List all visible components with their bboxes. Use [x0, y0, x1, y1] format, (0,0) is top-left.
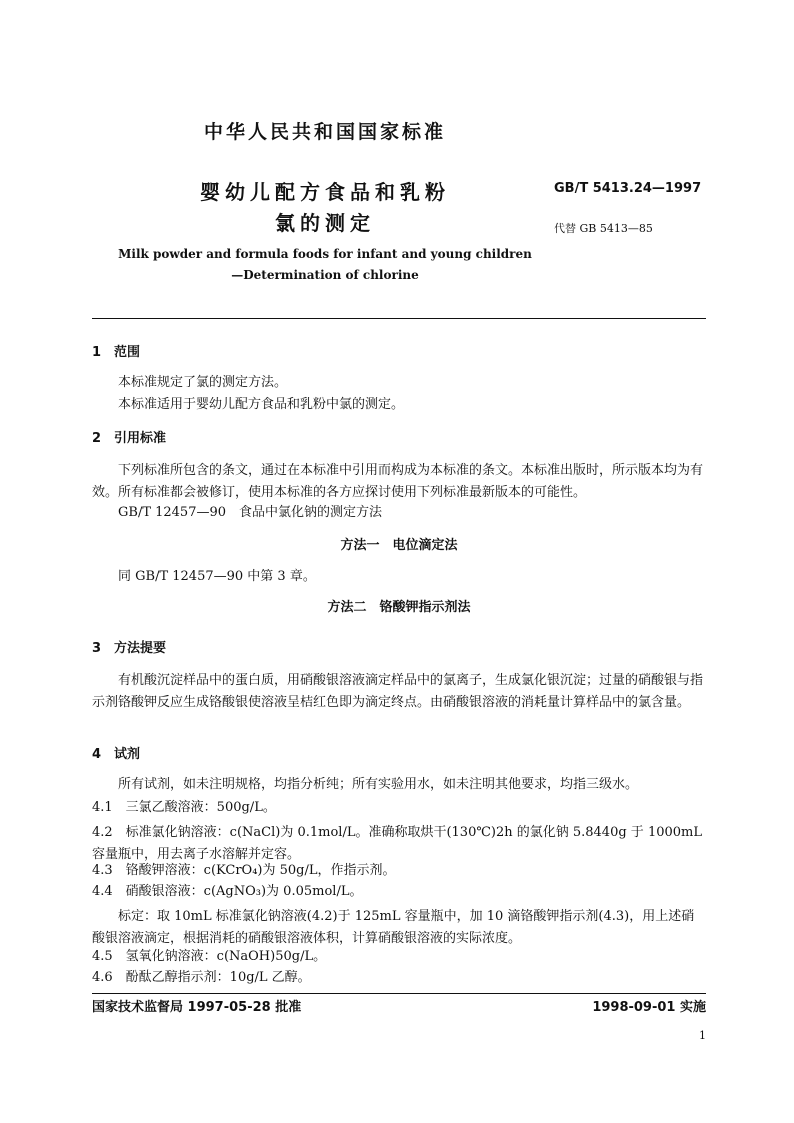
document-subtitle: 氯的测定 — [275, 211, 375, 235]
section-4-heading: 4 试剂 — [92, 747, 141, 762]
reagent-4-6: 4.6 酚酞乙醇指示剂：10g/L 乙醇。 — [92, 970, 311, 985]
section-2-paragraph: 下列标准所包含的条文，通过在本标准中引用而构成为本标准的条文。本标准出版时，所示版本均为有效。所有标准都会被修订，使用本标准的各方应探讨使用下列标准最新版本的可能性。 — [92, 463, 704, 500]
national-standard-heading: 中华人民共和国国家标准 — [203, 121, 446, 143]
page-number: 1 — [699, 1029, 706, 1042]
header-divider — [92, 318, 706, 319]
section-3-heading: 3 方法提要 — [92, 641, 167, 656]
method-2-heading: 方法二 铬酸钾指示剂法 — [327, 600, 471, 615]
english-subtitle: —Determination of chlorine — [231, 268, 419, 282]
section-1-paragraph-2: 本标准适用于婴幼儿配方食品和乳粉中氯的测定。 — [118, 397, 405, 412]
english-title: Milk powder and formula foods for infant and young children — [118, 247, 532, 261]
reagent-4-3: 4.3 铬酸钾溶液：c(KCrO₄)为 50g/L，作指示剂。 — [92, 863, 396, 878]
section-1-paragraph-1: 本标准规定了氯的测定方法。 — [118, 375, 288, 390]
reagent-4-2: 4.2 标准氯化钠溶液：c(NaCl)为 0.1mol/L。准确称取烘干(130℃)2h 的氯化钠 5.8440g 于 1000mL 容量瓶中，用去离子水溶解并定容。 — [92, 825, 702, 862]
standard-number: GB/T 5413.24—1997 — [554, 181, 702, 196]
section-4-intro: 所有试剂，如未注明规格，均指分析纯；所有实验用水，如未注明其他要求，均指三级水。 — [118, 777, 639, 792]
calibration-paragraph: 标定：取 10mL 标准氯化钠溶液(4.2)于 125mL 容量瓶中，加 10 滴铬酸钾指示剂(4.3)，用上述硝酸银溶液滴定，根据消耗的硝酸银溶液体积，计算硝酸银溶液的实际浓度。 — [92, 909, 695, 946]
reagent-4-5: 4.5 氢氧化钠溶液：c(NaOH)50g/L。 — [92, 949, 327, 964]
section-3-paragraph: 有机酸沉淀样品中的蛋白质，用硝酸银溶液滴定样品中的氯离子，生成氯化银沉淀；过量的硝酸银与指示剂铬酸钾反应生成铬酸银使溶液呈桔红色即为滴定终点。由硝酸银溶液的消耗量计算样品中的氯含量。 — [92, 673, 704, 710]
footer-divider — [92, 993, 706, 994]
reagent-4-1: 4.1 三氯乙酸溶液：500g/L。 — [92, 800, 276, 815]
method-1-heading: 方法一 电位滴定法 — [340, 538, 458, 553]
section-1-heading: 1 范围 — [92, 345, 141, 360]
replaces-standard: 代替 GB 5413—85 — [554, 222, 653, 235]
document-title: 婴幼儿配方食品和乳粉 — [200, 180, 450, 204]
section-2-heading: 2 引用标准 — [92, 431, 167, 446]
referenced-standard: GB/T 12457—90 食品中氯化钠的测定方法 — [118, 505, 383, 520]
implementation-date: 1998-09-01 实施 — [592, 1000, 706, 1015]
approval-line: 国家技术监督局 1997-05-28 批准 — [92, 1000, 302, 1015]
reagent-4-4: 4.4 硝酸银溶液：c(AgNO₃)为 0.05mol/L。 — [92, 884, 363, 899]
method-1-text: 同 GB/T 12457—90 中第 3 章。 — [118, 569, 316, 584]
